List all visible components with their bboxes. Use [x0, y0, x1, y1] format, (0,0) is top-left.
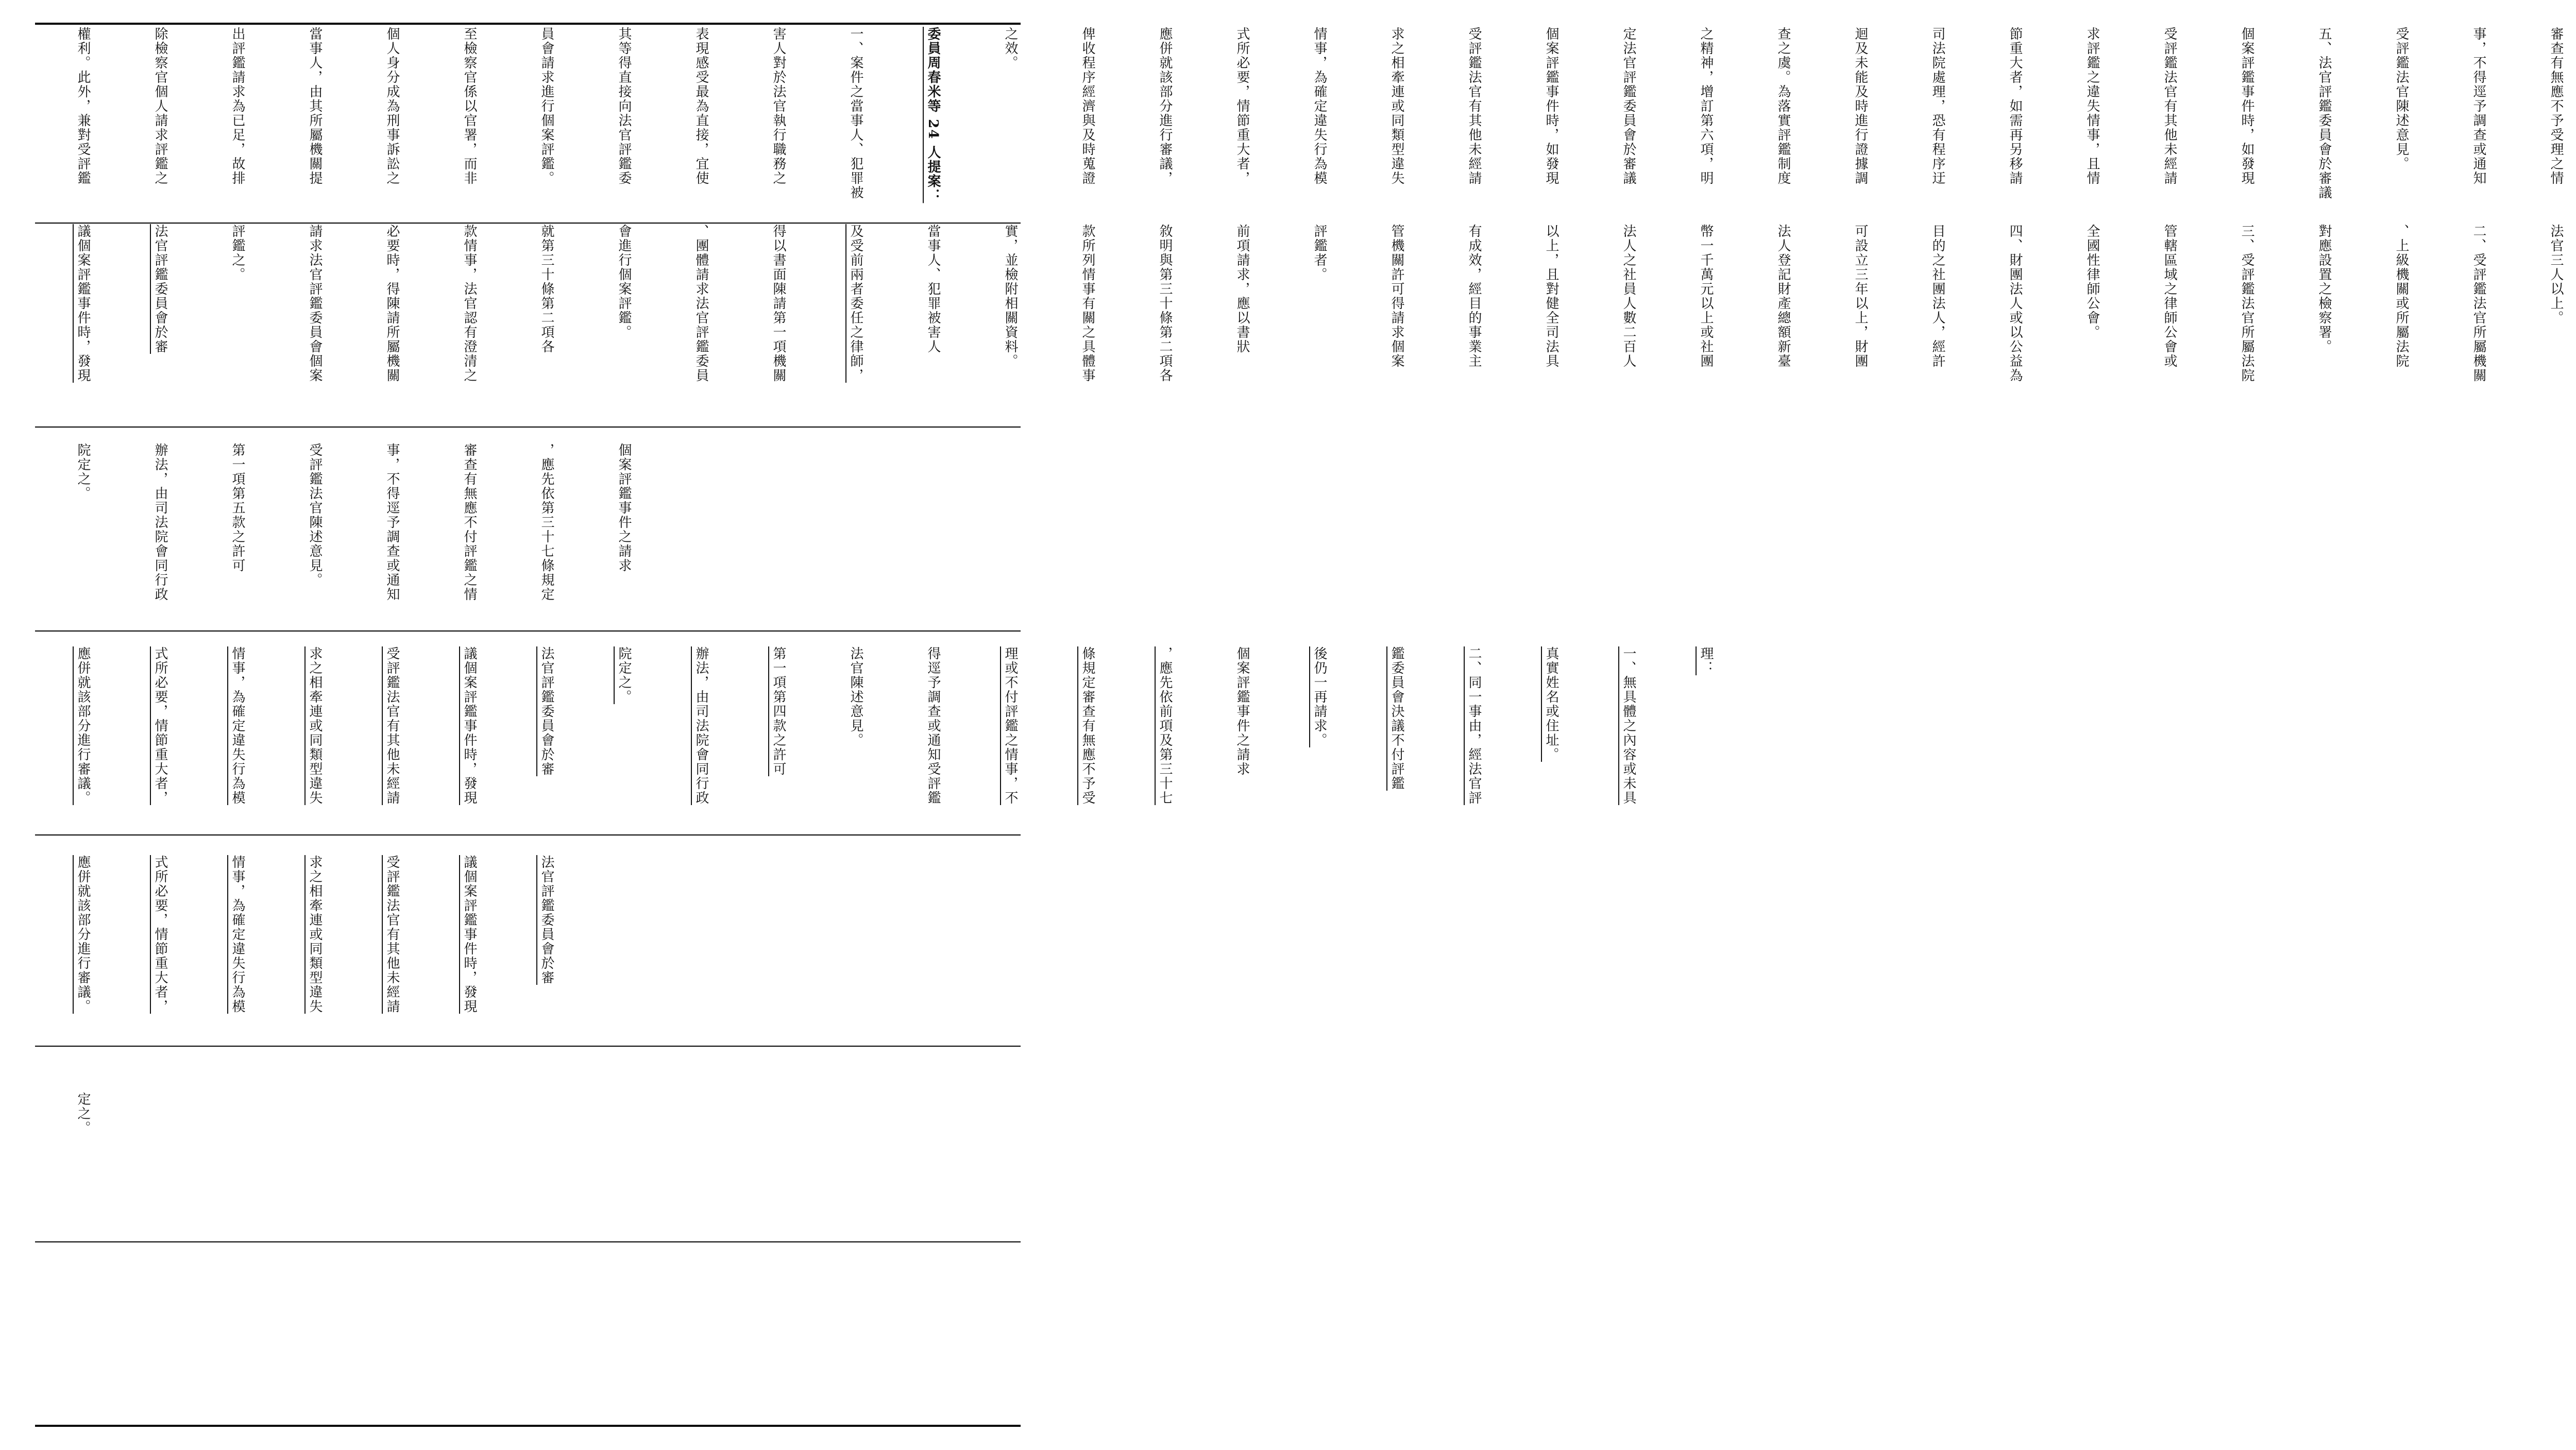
text-line: 應併就該部分進行審議，	[1157, 27, 1173, 185]
text-line: 必要時，得陳請所屬機關	[384, 224, 400, 383]
text-line: 會進行個案評鑑。	[616, 224, 632, 339]
text-line: ，應先依前項及第三十七	[1157, 646, 1173, 805]
text-line: 管機關許可得請求個案	[1389, 224, 1404, 368]
text-line: 目的之社團法人，經許	[1930, 224, 1945, 368]
text-line: 第一項第四款之許可	[771, 646, 786, 776]
text-line: 表現感受最為直接，宜使	[693, 27, 709, 185]
text-line: 出評鑑請求為已足，故排	[230, 27, 245, 185]
text-line: 法官陳述意見。	[848, 646, 863, 747]
text-line: ，應先依第三十七條規定	[539, 443, 554, 602]
text-line: 審查有無應不付評鑑之情	[462, 443, 477, 602]
text-block-b	[44, 855, 611, 1071]
text-line: 權利。此外，兼對受評鑑	[75, 27, 91, 185]
text-line: 個案評鑑事件之請求	[616, 443, 632, 573]
text-line: 評鑑者。	[1312, 224, 1327, 282]
text-line: 當事人，由其所屬機關提	[307, 27, 323, 185]
text-line: 得逕予調查或通知受評鑑	[925, 646, 941, 805]
text-line: 情事，為確定違失行為模	[230, 855, 245, 1014]
text-line: 二、同一事由，經法官評	[1466, 646, 1482, 805]
text-line: 法官三人以上。	[2548, 224, 2564, 325]
row-divider	[35, 834, 1021, 835]
text-line: 、上級機關或所屬法院	[2394, 224, 2409, 368]
text-line: 員會請求進行個案評鑑。	[539, 27, 554, 185]
text-line: 一、無具體之內容或未具	[1621, 646, 1636, 805]
text-line: 定之。	[75, 1092, 91, 1135]
text-line: 之效。	[1003, 27, 1018, 70]
text-line: 受評鑑法官有其他未經請	[384, 646, 400, 805]
text-line: 情事，為確定違失行為模	[230, 646, 245, 805]
text-line: 四、財團法人或以公益為	[2007, 224, 2023, 383]
text-line: 俾收程序經濟與及時蒐證	[1080, 27, 1095, 185]
top-rule	[35, 23, 1021, 25]
text-line: 受評鑑法官有其他未經請	[384, 855, 400, 1014]
text-line: 實，並檢附相關資料。	[1003, 224, 1018, 368]
text-line: 個人身分成為刑事訴訟之	[384, 27, 400, 185]
text-line: 除檢察官個人請求評鑑之	[152, 27, 168, 185]
text-line: 查之虞。為落實評鑑制度	[1775, 27, 1791, 185]
text-line: 全國性律師公會。	[2084, 224, 2100, 339]
text-block-d	[44, 443, 688, 634]
text-line: 事，不得逕予調查或通知	[384, 443, 400, 602]
row-divider	[35, 223, 1021, 224]
text-line: 情事，為確定違失行為模	[1312, 27, 1327, 185]
text-line: 理：	[1698, 646, 1714, 675]
text-line: 個案評鑑事件之請求	[1234, 646, 1250, 776]
text-line: 個案評鑑事件時，如發現	[2239, 27, 2255, 185]
text-line: 至檢察官係以官署，而非	[462, 27, 477, 185]
text-line: 評鑑之。	[230, 224, 245, 282]
text-line: 議個案評鑑事件時，發現	[462, 646, 477, 805]
text-line: 一、案件之當事人、犯罪被	[848, 27, 863, 200]
text-line: 受評鑑法官有其他未經請	[2162, 27, 2177, 185]
text-line: 辦法，由司法院會同行政	[152, 443, 168, 602]
text-line: 三、受評鑑法官所屬法院	[2239, 224, 2255, 383]
text-line: 受評鑑法官陳述意見。	[2394, 27, 2409, 171]
text-line: 鑑委員會決議不付評鑑	[1389, 646, 1404, 791]
text-line: 有成效，經目的事業主	[1466, 224, 1482, 368]
text-line: 節重大者，如需再另移請	[2007, 27, 2023, 185]
text-line: 及受前兩者委任之律師，	[848, 224, 863, 383]
text-line: 法官評鑑委員會於審	[539, 855, 554, 985]
text-line: 理或不付評鑑之情事，不	[1003, 646, 1018, 805]
text-line: 議個案評鑑事件時，發現	[75, 224, 91, 383]
text-line: 求評鑑之違失情事，且情	[2084, 27, 2100, 185]
text-line: 真實姓名或住址。	[1544, 646, 1559, 762]
text-line: 款情事，法官認有澄清之	[462, 224, 477, 383]
text-line: 院定之。	[75, 443, 91, 501]
text-line: 院定之。	[616, 646, 632, 704]
text-line: 受評鑑法官有其他未經請	[1466, 27, 1482, 185]
text-line: 、團體請求法官評鑑委員	[693, 224, 709, 383]
text-line: 應併就該部分進行審議。	[75, 646, 91, 805]
text-line: 對應設置之檢察署。	[2316, 224, 2332, 354]
text-line: 應併就該部分進行審議。	[75, 855, 91, 1014]
text-line: 管轄區域之律師公會或	[2162, 224, 2177, 368]
text-line: 法官評鑑委員會於審	[152, 224, 168, 354]
row-divider	[35, 427, 1021, 428]
text-line: 法官評鑑委員會於審	[539, 646, 554, 776]
text-line: 害人對於法官執行職務之	[771, 27, 786, 185]
text-block-c	[44, 646, 1770, 832]
text-line: 審查有無應不予受理之情	[2548, 27, 2564, 185]
text-line: 幣一千萬元以上或社團	[1698, 224, 1714, 368]
text-line: 迴及未能及時進行證據調	[1853, 27, 1868, 185]
text-line: 個案評鑑事件時，如發現	[1544, 27, 1559, 185]
row-divider	[35, 1241, 1021, 1242]
text-line: 前項請求，應以書狀	[1234, 224, 1250, 354]
text-line: 就第三十條第二項各	[539, 224, 554, 354]
text-block-e	[44, 224, 2576, 425]
text-line: 後仍一再請求。	[1312, 646, 1327, 747]
proposal-heading: 委員周春米等 24 人提案：	[925, 27, 941, 203]
text-line: 受評鑑法官陳述意見。	[307, 443, 323, 587]
text-line: 款所列情事有關之具體事	[1080, 224, 1095, 383]
text-line: 式所必要，情節重大者，	[1234, 27, 1250, 185]
text-line: 辦法，由司法院會同行政	[693, 646, 709, 805]
text-line: 五、法官評鑑委員會於審議	[2316, 27, 2332, 200]
text-line: 當事人、犯罪被害人	[925, 224, 941, 354]
text-line: 求之相牽連或同類型違失	[307, 855, 323, 1014]
text-line: 求之相牽連或同類型違失	[307, 646, 323, 805]
text-line: 式所必要，情節重大者，	[152, 855, 168, 1014]
text-line: 求之相牽連或同類型違失	[1389, 27, 1404, 185]
text-line: 司法院處理，恐有程序迂	[1930, 27, 1945, 185]
text-line: 其等得直接向法官評鑑委	[616, 27, 632, 185]
text-line: 以上，且對健全司法具	[1544, 224, 1559, 368]
text-line: 式所必要，情節重大者，	[152, 646, 168, 805]
text-block-a	[44, 1092, 147, 1411]
text-line: 得以書面陳請第一項機關	[771, 224, 786, 383]
text-line: 事，不得逕予調查或通知	[2471, 27, 2486, 185]
text-line: 定法官評鑑委員會於審議	[1621, 27, 1636, 185]
text-line: 法人登記財產總額新臺	[1775, 224, 1791, 368]
text-line: 議個案評鑑事件時，發現	[462, 855, 477, 1014]
text-line: 二、受評鑑法官所屬機關	[2471, 224, 2486, 383]
text-line: 請求法官評鑑委員會個案	[307, 224, 323, 383]
text-line: 可設立三年以上，財團	[1853, 224, 1868, 368]
text-block-f	[44, 27, 2576, 223]
text-line: 第一項第五款之許可	[230, 443, 245, 573]
text-line: 敘明與第三十條第二項各	[1157, 224, 1173, 383]
text-line: 條規定審查有無應不予受	[1080, 646, 1095, 805]
bottom-rule	[35, 1425, 1021, 1427]
text-line: 之精神，增訂第六項，明	[1698, 27, 1714, 185]
text-line: 法人之社員人數二百人	[1621, 224, 1636, 368]
